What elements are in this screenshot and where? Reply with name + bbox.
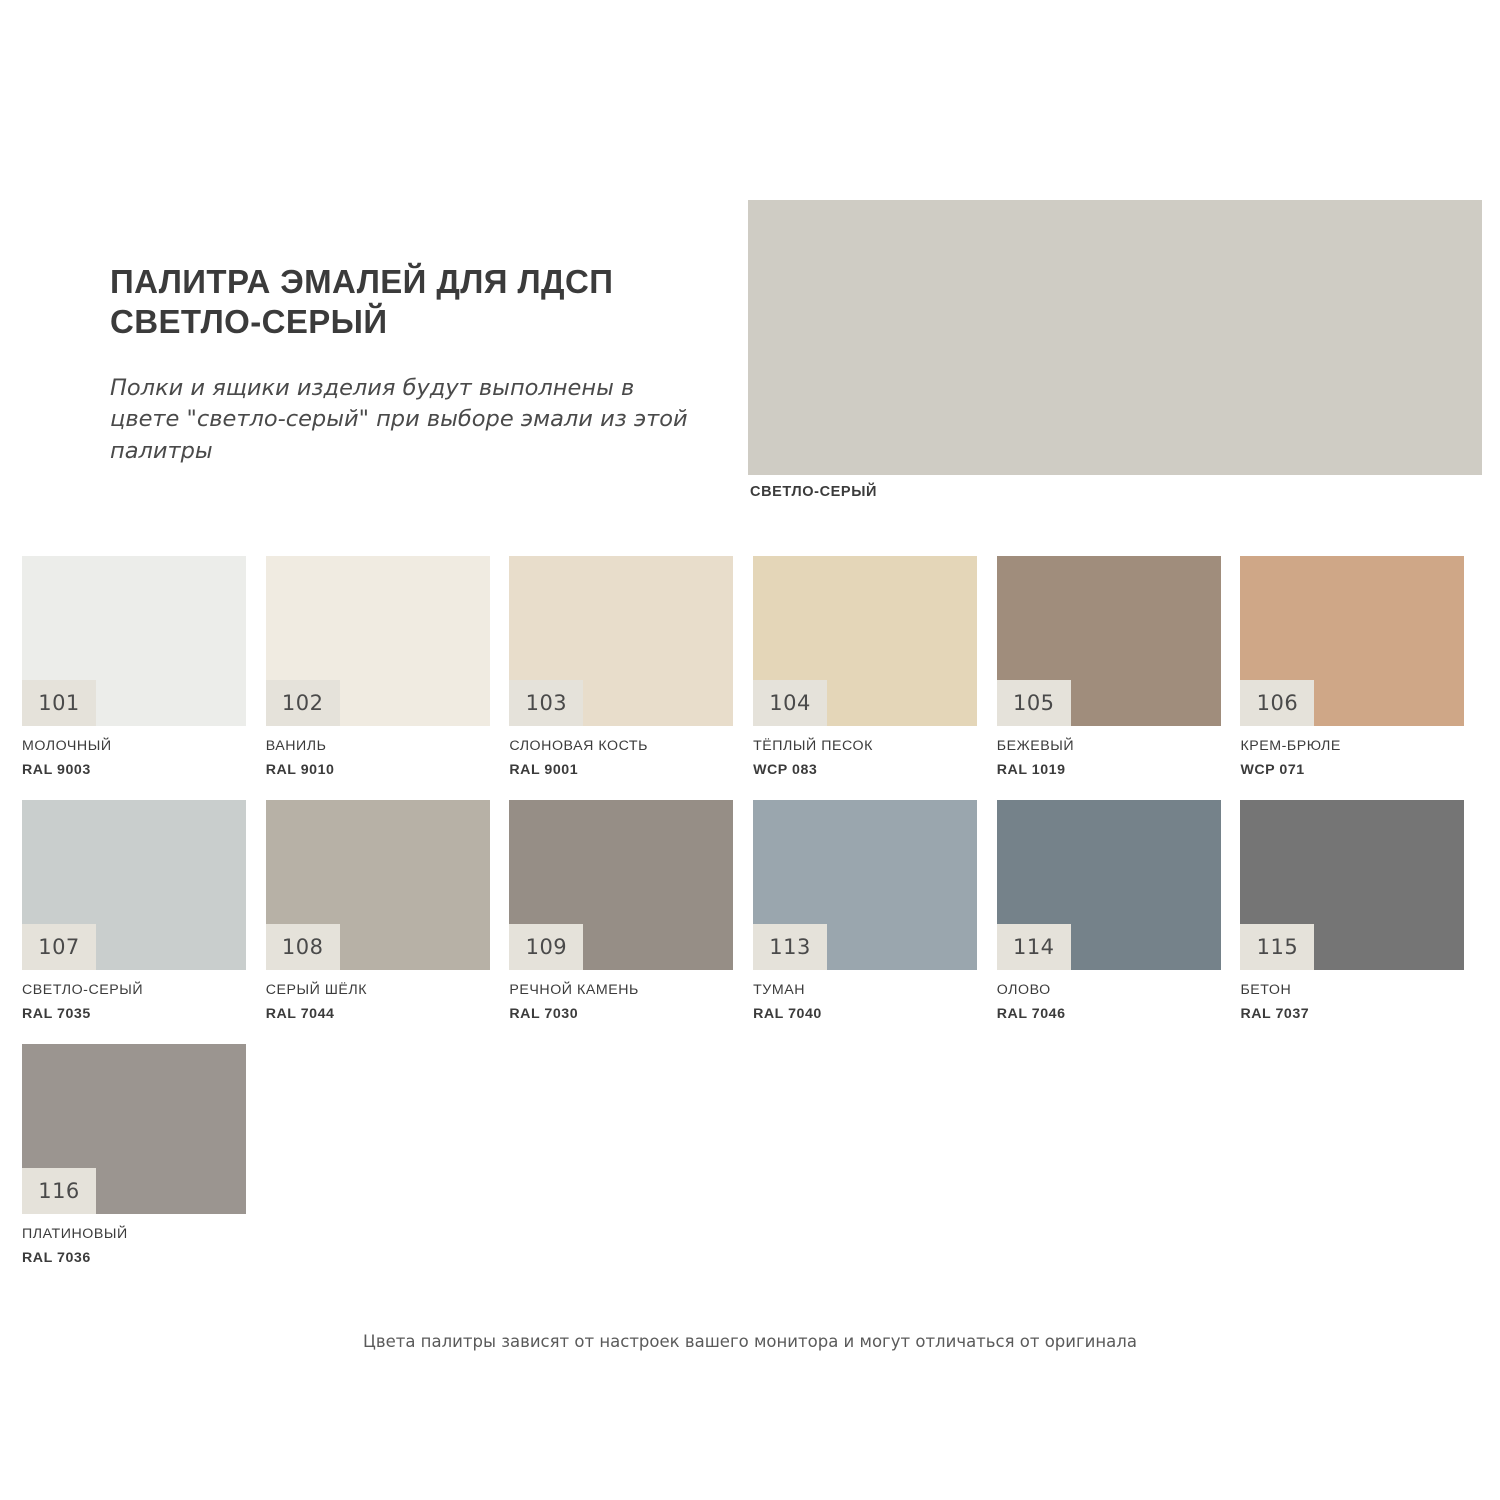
swatch-name: ТЁПЛЫЙ ПЕСОК	[753, 738, 873, 754]
swatch-cell[interactable]	[509, 556, 753, 800]
swatch-number-badge: 114	[997, 924, 1071, 970]
swatch-cell[interactable]	[22, 556, 266, 800]
swatch-name: ОЛОВО	[996, 982, 1051, 998]
swatch-cell[interactable]	[997, 556, 1241, 800]
swatch-code: WCP 071	[1240, 762, 1305, 778]
swatch-code: RAL 7030	[509, 1006, 579, 1022]
swatch-preview[interactable]	[509, 800, 733, 970]
swatch-number-badge: 107	[22, 924, 96, 970]
swatch-code: RAL 9001	[509, 762, 579, 778]
swatch-cell[interactable]	[266, 556, 510, 800]
swatch-preview[interactable]	[22, 1044, 246, 1214]
swatch-preview[interactable]	[1240, 556, 1464, 726]
swatch-cell[interactable]	[509, 800, 753, 1044]
swatch-preview[interactable]	[22, 556, 246, 726]
swatch-code: WCP 083	[753, 762, 818, 778]
row-spacer	[997, 1022, 1241, 1044]
swatch-number-badge: 113	[753, 924, 827, 970]
swatch-cell[interactable]	[22, 800, 266, 1044]
swatch-code: RAL 7035	[22, 1006, 91, 1022]
swatch-preview[interactable]	[997, 800, 1221, 970]
row-spacer	[1240, 1022, 1484, 1044]
row-spacer	[22, 1022, 266, 1044]
row-spacer	[997, 778, 1241, 800]
swatch-code: RAL 7037	[1240, 1006, 1310, 1022]
swatch-number-badge: 104	[753, 680, 827, 726]
swatch-cell[interactable]	[22, 1044, 266, 1288]
swatch-cell[interactable]	[997, 800, 1241, 1044]
swatch-number-badge: 105	[997, 680, 1071, 726]
row-spacer	[22, 1266, 266, 1288]
swatch-name: СЕРЫЙ ШЁЛК	[265, 982, 368, 998]
swatch-name: ВАНИЛЬ	[265, 738, 327, 754]
swatch-cell[interactable]	[753, 800, 997, 1044]
swatch-preview[interactable]	[509, 556, 733, 726]
swatch-preview[interactable]	[22, 800, 246, 970]
footer-note: Цвета палитры зависят от настроек вашего монитора и могут отличаться от оригинала	[363, 1332, 1137, 1351]
swatch-cell[interactable]	[266, 800, 510, 1044]
swatch-name: БЕЖЕВЫЙ	[996, 738, 1075, 754]
swatch-cell[interactable]	[1240, 556, 1484, 800]
swatch-code: RAL 7036	[22, 1250, 91, 1266]
row-spacer	[1240, 778, 1484, 800]
swatch-number-badge: 116	[22, 1168, 96, 1214]
swatch-code: RAL 9010	[265, 762, 335, 778]
swatch-code: RAL 7046	[996, 1006, 1066, 1022]
row-spacer	[753, 778, 997, 800]
swatch-number-badge: 103	[509, 680, 583, 726]
swatch-code: RAL 1019	[996, 762, 1066, 778]
swatch-number-badge: 115	[1240, 924, 1314, 970]
swatch-preview[interactable]	[997, 556, 1221, 726]
swatch-cell[interactable]	[1240, 800, 1484, 1044]
swatch-name: РЕЧНОЙ КАМЕНЬ	[509, 982, 639, 998]
swatch-name: ТУМАН	[753, 982, 806, 998]
swatch-number-badge: 106	[1240, 680, 1314, 726]
swatch-code: RAL 9003	[22, 762, 91, 778]
hero-swatch	[748, 200, 1482, 475]
row-spacer	[509, 1022, 753, 1044]
page-title: ПАЛИТРА ЭМАЛЕЙ ДЛЯ ЛДСП СВЕТЛО-СЕРЫЙ	[110, 263, 614, 341]
swatch-name: СВЕТЛО-СЕРЫЙ	[22, 982, 144, 998]
row-spacer	[266, 1022, 510, 1044]
header	[110, 262, 710, 468]
row-spacer	[266, 778, 510, 800]
swatch-preview[interactable]	[1240, 800, 1464, 970]
swatch-name: МОЛОЧНЫЙ	[22, 738, 112, 754]
swatch-number-badge: 108	[266, 924, 340, 970]
swatch-preview[interactable]	[266, 556, 490, 726]
row-spacer	[509, 778, 753, 800]
swatch-number-badge: 102	[266, 680, 340, 726]
swatch-name: ПЛАТИНОВЫЙ	[22, 1226, 128, 1242]
swatch-preview[interactable]	[753, 800, 977, 970]
hero-swatch-label: СВЕТЛО-СЕРЫЙ	[750, 484, 878, 500]
swatch-code: RAL 7040	[753, 1006, 822, 1022]
swatch-name: КРЕМ-БРЮЛЕ	[1240, 738, 1341, 754]
swatch-code: RAL 7044	[265, 1006, 335, 1022]
swatch-number-badge: 109	[509, 924, 583, 970]
swatch-name: СЛОНОВАЯ КОСТЬ	[509, 738, 649, 754]
swatch-grid	[22, 556, 1484, 1288]
swatch-name: БЕТОН	[1240, 982, 1292, 998]
swatch-cell[interactable]	[753, 556, 997, 800]
row-spacer	[753, 1022, 997, 1044]
swatch-preview[interactable]	[266, 800, 490, 970]
swatch-preview[interactable]	[753, 556, 977, 726]
swatch-number-badge: 101	[22, 680, 96, 726]
page-subtitle: Полки и ящики изделия будут выполнены в цвете "светло-серый" при выборе эмали из этой палитры	[110, 374, 688, 465]
row-spacer	[22, 778, 266, 800]
